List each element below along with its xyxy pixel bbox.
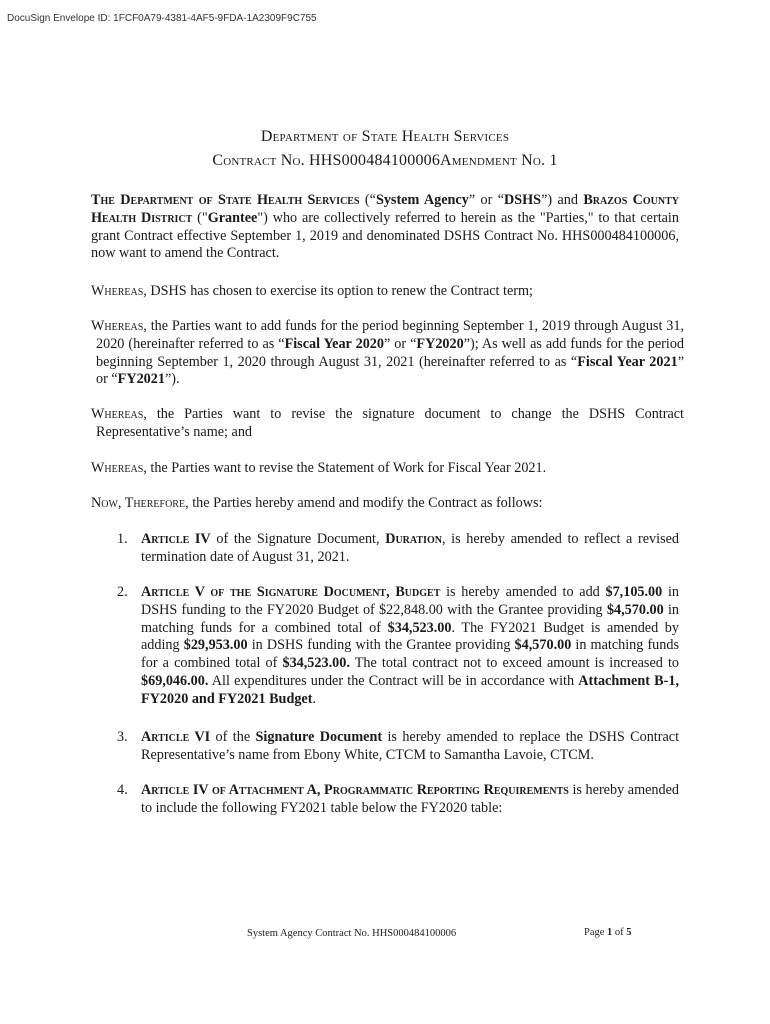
text: in DSHS funding to the FY2020 Budget of $22,848.00 with the Grantee providing: [141, 584, 679, 618]
whereas-word: Whereas: [91, 318, 144, 334]
duration-term: Duration: [385, 531, 442, 547]
item-number: 2.: [117, 584, 128, 600]
text: in matching funds for a combined total of: [141, 601, 679, 636]
text: is hereby amended to include the following FY2021 table below the FY2020 table:: [141, 782, 679, 816]
text: .: [312, 690, 316, 707]
text: ”) and: [541, 192, 584, 208]
text: in DSHS funding with the Grantee providing: [247, 637, 515, 654]
whereas-1: [91, 283, 679, 301]
article-ref: Article IV: [141, 531, 211, 547]
text: , the Parties hereby amend and modify the Contract as follows:: [185, 495, 543, 511]
text: . The FY2021 Budget is amended by adding: [141, 619, 679, 654]
text: of the Signature Document,: [210, 531, 386, 547]
grantee-name: Brazos County Health District: [91, 192, 680, 226]
article-ref: Article V of the Signature Document, Budget: [141, 584, 441, 600]
amount: $34,523.00.: [282, 655, 350, 672]
text: of the: [210, 729, 256, 745]
text: The total contract not to exceed amount is increased to: [349, 655, 679, 672]
intro-paragraph: [91, 192, 679, 263]
document-title: Department of State Health Services: [260, 128, 510, 145]
whereas-2: [91, 318, 684, 389]
text: is hereby amended to replace the DSHS Contract Representative’s name from Ebony White, CTCM to Samantha Lavoie, CTCM.: [141, 729, 680, 763]
list-item-1: [117, 531, 679, 567]
text: in matching funds for a combined total of: [141, 637, 679, 672]
text: ” or “: [96, 353, 684, 388]
amount: $29,953.00: [183, 637, 248, 654]
amount: $4,570.00: [514, 637, 572, 654]
text: , the Parties want to revise the signature document to change the DSHS Contract Representative’s name; and: [96, 406, 684, 440]
now-therefore: [91, 495, 679, 513]
article-ref: Article VI: [141, 729, 211, 745]
term-system-agency: System Agency: [375, 192, 469, 208]
amount: $34,523.00: [387, 619, 452, 636]
item-number: 1.: [117, 531, 128, 547]
amount: $4,570.00: [606, 601, 664, 618]
whereas-4: [91, 460, 679, 478]
current-page: 1: [607, 927, 613, 938]
list-item-2: [117, 584, 679, 709]
text: ”); As well as add funds for the period beginning September 1, 2020 through August 31, 2021 (hereinafter referred to as “: [96, 335, 685, 370]
total-pages: 5: [626, 927, 632, 938]
whereas-3: [91, 406, 684, 442]
attachment-ref: Attachment B-1, FY2020 and FY2021 Budget: [141, 672, 679, 707]
item-number: 3.: [117, 729, 128, 745]
text: Page: [584, 927, 608, 938]
text: , the Parties want to revise the Statement of Work for Fiscal Year 2021.: [143, 460, 547, 476]
item-number: 4.: [117, 782, 128, 798]
footer-page-number: [584, 927, 632, 938]
term-dshs: DSHS: [504, 192, 542, 208]
amount: $69,046.00.: [141, 672, 209, 689]
text: ") who are collectively referred to herein as the "Parties," to that certain grant Contract effective September 1, 2019 and denominated DSHS Contract No. HHS000484100006, now want to amend the Contract.: [91, 209, 679, 262]
footer-contract-number: System Agency Contract No. HHS000484100006: [247, 928, 457, 939]
text: ”).: [164, 371, 180, 388]
agency-name: The Department of State Health Services: [91, 192, 360, 208]
list-item-4: [117, 782, 679, 818]
signature-document-term: Signature Document: [255, 729, 383, 745]
text: All expenditures under the Contract will be in accordance with: [208, 672, 579, 689]
term-fy2020-long: Fiscal Year 2020: [284, 335, 384, 352]
whereas-word: Whereas: [91, 460, 144, 476]
text: , is hereby amended to reflect a revised termination date of August 31, 2021.: [141, 531, 679, 565]
article-ref: Article IV of Attachment A, Programmatic Reporting Requirements: [141, 782, 569, 798]
contract-title: Contract No. HHS000484100006Amendment No. 1: [212, 152, 558, 169]
term-fy2021: FY2021: [117, 371, 165, 388]
text: , DSHS has chosen to exercise its option to renew the Contract term;: [143, 283, 533, 299]
amount: $7,105.00: [605, 584, 663, 600]
text: (": [192, 209, 208, 226]
term-fy2020: FY2020: [416, 335, 464, 352]
docusign-envelope-id: DocuSign Envelope ID: 1FCF0A79-4381-4AF5-9FDA-1A2309F9C755: [7, 13, 317, 24]
whereas-word: Whereas: [91, 283, 144, 299]
text: ” or “: [468, 192, 504, 208]
text: is hereby amended to add: [440, 584, 606, 600]
whereas-word: Whereas: [91, 406, 144, 422]
term-fy2021-long: Fiscal Year 2021: [577, 353, 678, 370]
list-item-3: [117, 729, 679, 765]
term-grantee: Grantee: [207, 209, 258, 226]
text: ” or “: [383, 335, 417, 352]
now-therefore-word: Now, Therefore: [91, 495, 186, 511]
text: (“: [359, 192, 376, 208]
text: , the Parties want to add funds for the period beginning September 1, 2019 through August 31, 2020 (hereinafter referred to as “: [96, 318, 684, 352]
text: of: [612, 927, 627, 938]
